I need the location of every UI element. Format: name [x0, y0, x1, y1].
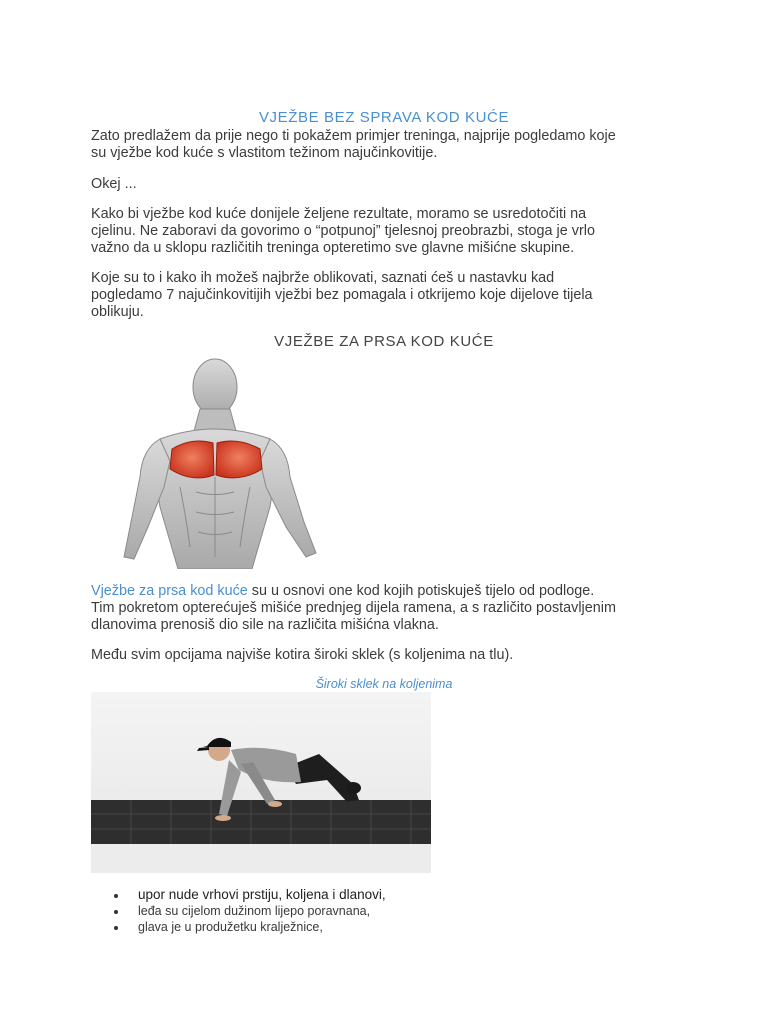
list-item	[112, 919, 386, 935]
text-line: Koje su to i kako ih možeš najbrže oblikovati, saznati ćeš u nastavku kad	[91, 270, 555, 286]
wide-pushup-paragraph: Među svim opcijama najviše kotira široki sklek (s koljenima na tlu).	[91, 647, 514, 663]
bullet-dot	[114, 926, 118, 930]
list-item	[112, 903, 386, 919]
text-line: dlanovima prenosiš dio sile na različita mišićna vlakna.	[91, 617, 439, 633]
chest-muscle-illustration	[120, 357, 320, 569]
kneeling-pushup-photo	[91, 692, 431, 873]
text-line: važno da u sklopu različitih treninga opteretimo sve glavne mišićne skupine.	[91, 240, 575, 256]
text-line: Kako bi vježbe kod kuće donijele željene rezultate, moramo se usredotočiti na	[91, 206, 587, 222]
results-paragraph	[91, 206, 681, 257]
list-item-text: upor nude vrhovi prstiju, koljena i dlanovi,	[138, 887, 386, 902]
image-caption-link[interactable]: Široki sklek na koljenima	[315, 677, 453, 691]
section-heading-home-exercises: VJEŽBE BEZ SPRAVA KOD KUĆE	[258, 109, 510, 126]
chest-exercises-link[interactable]: Vježbe za prsa kod kuće	[91, 583, 248, 599]
muscle-groups-paragraph	[91, 270, 681, 321]
text-line: oblikuju.	[91, 304, 144, 320]
list-item-text: leđa su cijelom dužinom lijepo poravnana,	[138, 904, 371, 918]
text-line: Zato predlažem da prije nego ti pokažem primjer treninga, najprije pogledamo koje	[91, 128, 616, 144]
intro-paragraph	[91, 128, 681, 162]
chest-exercises-paragraph	[91, 583, 681, 634]
text-line: cjelinu. Ne zaboravi da govorimo o “potpunoj” tjelesnoj preobrazbi, stoga je vrlo	[91, 223, 595, 239]
list-item	[112, 887, 386, 903]
section-heading-chest: VJEŽBE ZA PRSA KOD KUĆE	[274, 333, 494, 350]
text-line	[91, 583, 681, 600]
bullet-list	[112, 887, 386, 935]
bullet-dot	[114, 910, 118, 914]
okej-paragraph: Okej ...	[91, 176, 137, 192]
text-line: su vježbe kod kuće s vlastitom težinom najučinkovitije.	[91, 145, 438, 161]
text-line: pogledamo 7 najučinkovitijih vježbi bez pomagala i otkrijemo koje dijelove tijela	[91, 287, 593, 303]
text-line: Tim pokretom opterećuješ mišiće prednjeg dijela ramena, a s različito postavljenim	[91, 600, 616, 616]
list-item-text: glava je u produžetku kralježnice,	[138, 920, 323, 934]
text-span: su u osnovi one kod kojih potiskuješ tijelo od podloge.	[247, 583, 595, 599]
bullet-dot	[114, 894, 118, 898]
